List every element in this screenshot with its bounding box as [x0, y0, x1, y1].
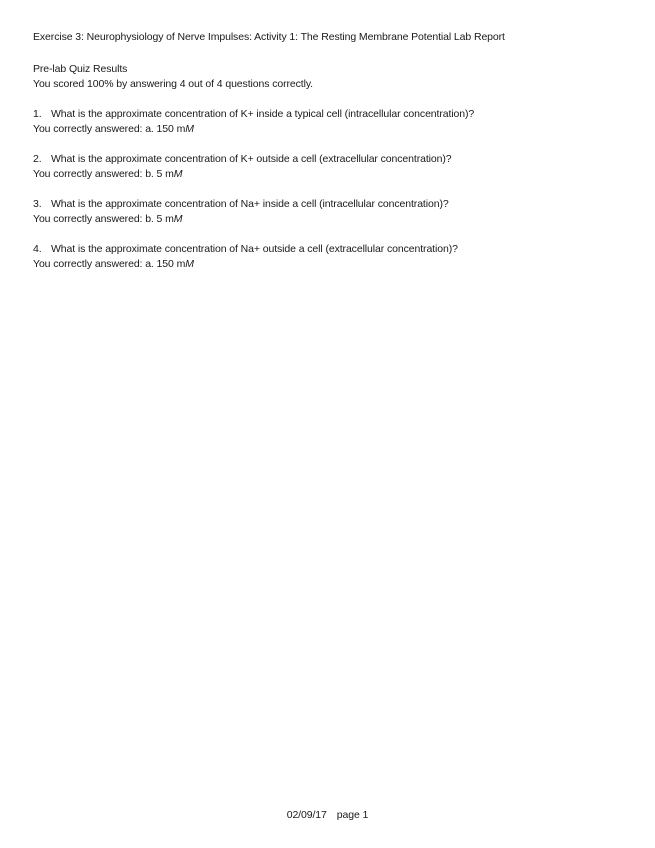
question-number: 2. — [33, 153, 42, 165]
question-4 — [33, 242, 458, 272]
answer-value: You correctly answered: b. 5 m — [33, 168, 174, 180]
answer-value: You correctly answered: b. 5 m — [33, 213, 174, 225]
report-title: Exercise 3: Neurophysiology of Nerve Impulses: Activity 1: The Resting Membrane Potential Lab Report — [33, 31, 505, 43]
score-text: You scored 100% by answering 4 out of 4 questions correctly. — [33, 78, 314, 90]
question-prompt: What is the approximate concentration of K+ outside a cell (extracellular concentration)? — [51, 153, 452, 165]
question-text — [33, 107, 474, 122]
answer-value: You correctly answered: a. 150 m — [33, 123, 186, 135]
answer-unit: M — [173, 168, 183, 180]
answer-unit: M — [173, 213, 183, 225]
question-3 — [33, 197, 449, 227]
question-number: 3. — [33, 198, 42, 210]
question-text — [33, 197, 449, 212]
question-prompt: What is the approximate concentration of K+ inside a typical cell (intracellular concentration)? — [51, 108, 475, 120]
answer-text — [33, 212, 449, 227]
question-prompt: What is the approximate concentration of Na+ outside a cell (extracellular concentration)? — [51, 243, 458, 255]
question-number: 4. — [33, 243, 42, 255]
answer-text — [33, 167, 452, 182]
footer-date: 02/09/17 — [286, 809, 327, 821]
question-number: 1. — [33, 108, 42, 120]
question-text — [33, 242, 458, 257]
answer-text — [33, 257, 458, 272]
question-2 — [33, 152, 452, 182]
question-prompt: What is the approximate concentration of Na+ inside a cell (intracellular concentration)? — [51, 198, 449, 210]
answer-text — [33, 122, 474, 137]
answer-unit: M — [185, 258, 194, 270]
answer-value: You correctly answered: a. 150 m — [33, 258, 186, 270]
answer-unit: M — [185, 123, 194, 135]
page-footer — [0, 809, 655, 821]
question-1 — [33, 107, 474, 137]
footer-page-number: page 1 — [336, 809, 369, 821]
quiz-results-section — [33, 62, 313, 92]
results-heading: Pre-lab Quiz Results — [33, 63, 128, 75]
question-text — [33, 152, 452, 167]
